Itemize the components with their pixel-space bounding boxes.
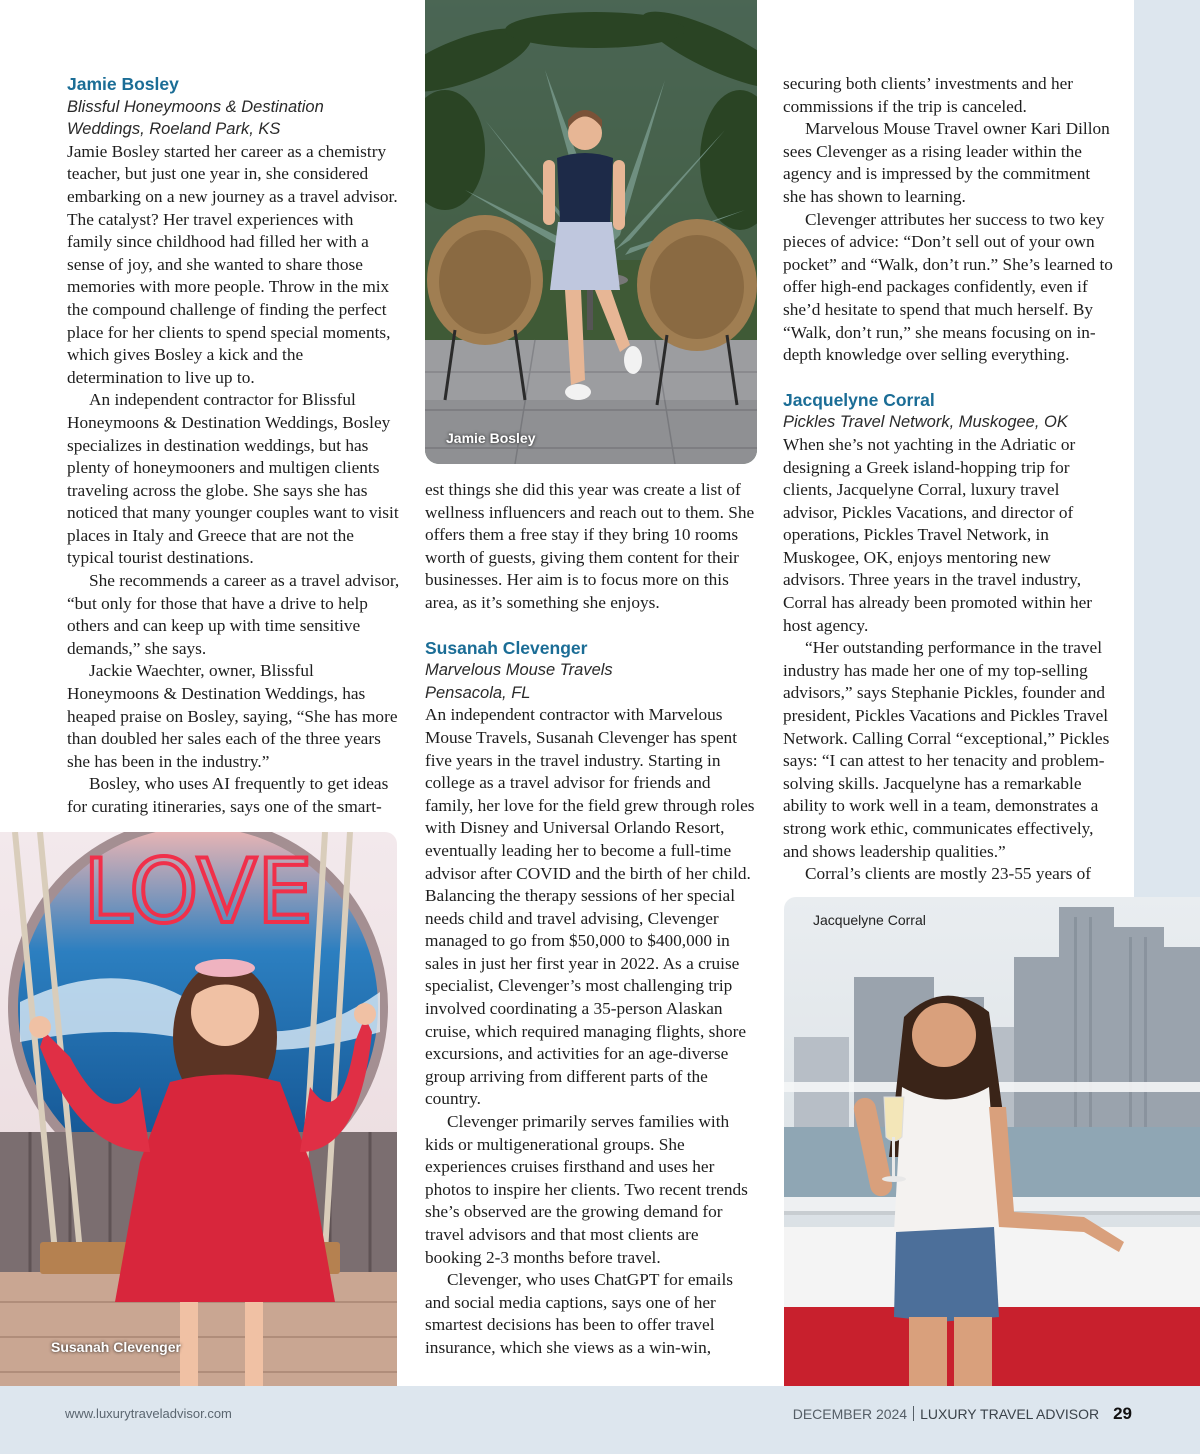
body-paragraph: Jamie Bosley started her career as a chemistry teacher, but just one year in, she considered embarking on a new journey as a travel advisor. The catalyst? Her travel experiences with family since childhood had filled her with a sense of joy, and she wanted to share those memories with more people. Throw in the mix the compound challenge of finding the perfect place for her clients to spend special moments, which gives Bosley a kick and the determination to live up to. [67,141,398,387]
body-paragraph: “Her outstanding performance in the travel industry has made her one of my top-selling advisors,” says Stephanie Pickles, founder and president, Pickles Vacations and Pickles Travel Network. Calling Corral “exceptional,” Pickles says: “I can attest to her tenacity and problem-solving skills. Jacquelyne has a remarkable ability to work well in a team, demonstrates a strong work ethic, communicates effectively, and shows leadership qualities.” [783,638,1110,861]
column-middle [425,479,755,1360]
body-paragraph: Jackie Waechter, owner, Blissful Honeymoons & Destination Weddings, has heaped praise on Bosley, saying, “She has more than doubled her sales each of the three years she has been in the industry.” [67,661,398,771]
photo-caption-corral: Jacquelyne Corral [813,912,926,928]
body-paragraph: When she’s not yachting in the Adriatic or designing a Greek island-hopping trip for clients, Jacquelyne Corral, luxury travel advisor, Pickles Vacations, and director of operations, Pickles Travel Network, in Muskogee, OK, enjoys mentoring new advisors. Three years in the travel industry, Corral has already been promoted within her host agency. [783,434,1093,635]
body-paragraph: Corral’s clients are mostly 23-55 years of [805,864,1092,884]
body-paragraph: An independent contractor for Blissful Honeymoons & Destination Weddings, Bosley specializes in destination weddings, but has plenty of honeymooners and multigen clients traveling across the globe. She says she has noticed that many younger couples want to visit places in Italy and Greece that are not the typical tourist destinations. [67,390,399,568]
page-footer [0,1386,1200,1454]
body-paragraph: Clevenger primarily serves families with kids or multigenerational groups. She experiences cruises firsthand and uses her photos to inspire her clients. Two recent trends she’s observed are the growing demand for travel advisors and that most clients are booking 2-3 months before travel. [425,1112,748,1267]
profile-name-bosley: Jamie Bosley [67,74,179,94]
photo-jacquelyne-corral [784,897,1200,1386]
body-paragraph: Clevenger attributes her success to two key pieces of advice: “Don’t sell out of your own pocket” and “Walk, don’t run.” She’s learned to offer high-end packages confidently, even if she’d hesitate to spend that much herself. By “Walk, don’t run,” she means focusing on in-depth knowledge over selling everything. [783,209,1113,365]
corral-photo-illustration [784,897,1200,1386]
page-number: 29 [1113,1404,1132,1423]
body-paragraph: Marvelous Mouse Travel owner Kari Dillon sees Clevenger as a rising leader within the agency and is impressed by the commitment she has shown to learning. [783,119,1110,206]
profile-company-clevenger: Marvelous Mouse Travels [425,661,613,680]
photo-caption-bosley: Jamie Bosley [446,430,536,446]
body-paragraph: Bosley, who uses AI frequently to get ideas for curating itineraries, says one of the smart- [67,774,389,816]
column-left [67,73,400,819]
profile-name-corral: Jacquelyne Corral [783,389,935,410]
footer-issue-info [793,1404,1132,1424]
body-paragraph: She recommends a career as a travel advisor, “but only for those that have a drive to help others and can keep up with time sensitive demands,” she says. [67,571,400,658]
photo-jamie-bosley [425,0,757,464]
footer-website-url: www.luxurytraveladvisor.com [65,1406,232,1421]
neon-love-sign: LOVE [83,840,313,943]
footer-divider [913,1406,914,1421]
profile-company-bosley: Blissful Honeymoons & Destination [67,97,324,116]
body-paragraph: Clevenger, who uses ChatGPT for emails and social media captions, says one of her smartest decisions has been to offer travel insurance, which she views as a win-win, [425,1270,734,1357]
body-paragraph: securing both clients’ investments and her commissions if the trip is canceled. [783,74,1074,116]
profile-location-clevenger: Pensacola, FL [425,683,531,702]
profile-location-bosley: Weddings, Roeland Park, KS [67,120,281,139]
footer-publication-name: LUXURY TRAVEL ADVISOR [920,1406,1100,1422]
photo-susanah-clevenger [0,832,397,1386]
profile-name-clevenger: Susanah Clevenger [425,637,588,658]
footer-issue-date: DECEMBER 2024 [792,1406,908,1422]
clevenger-photo-illustration [0,832,397,1386]
bosley-photo-illustration [425,0,757,464]
profile-company-corral: Pickles Travel Network, Muskogee, OK [783,413,1068,432]
body-paragraph: est things she did this year was create a list of wellness influencers and reach out to them. She offers them a free stay if they bring 10 rooms worth of guests, giving them content for their businesses. Her aim is to focus more on this area, as it’s something she enjoys. [425,480,755,612]
photo-caption-clevenger: Susanah Clevenger [51,1339,181,1355]
body-paragraph: An independent contractor with Marvelous Mouse Travels, Susanah Clevenger has spent five years in the travel industry. Starting in college as a travel advisor for friends and family, her love for the field grew through roles with Disney and Universal Orlando Resort, eventually leading her to become a full-time advisor after COVID and the birth of her child. Balancing the therapy sessions of her special needs child and travel advising, Clevenger managed to go from $50,000 to $400,000 in sales in just her first year in 2022. As a cruise specialist, Clevenger’s most challenging trip involved coordinating a 35-person Alaskan cruise, which required managing flights, shore excursions, and activities for an age-diverse group arriving from different parts of the country. [425,705,755,1109]
column-right [783,73,1117,886]
